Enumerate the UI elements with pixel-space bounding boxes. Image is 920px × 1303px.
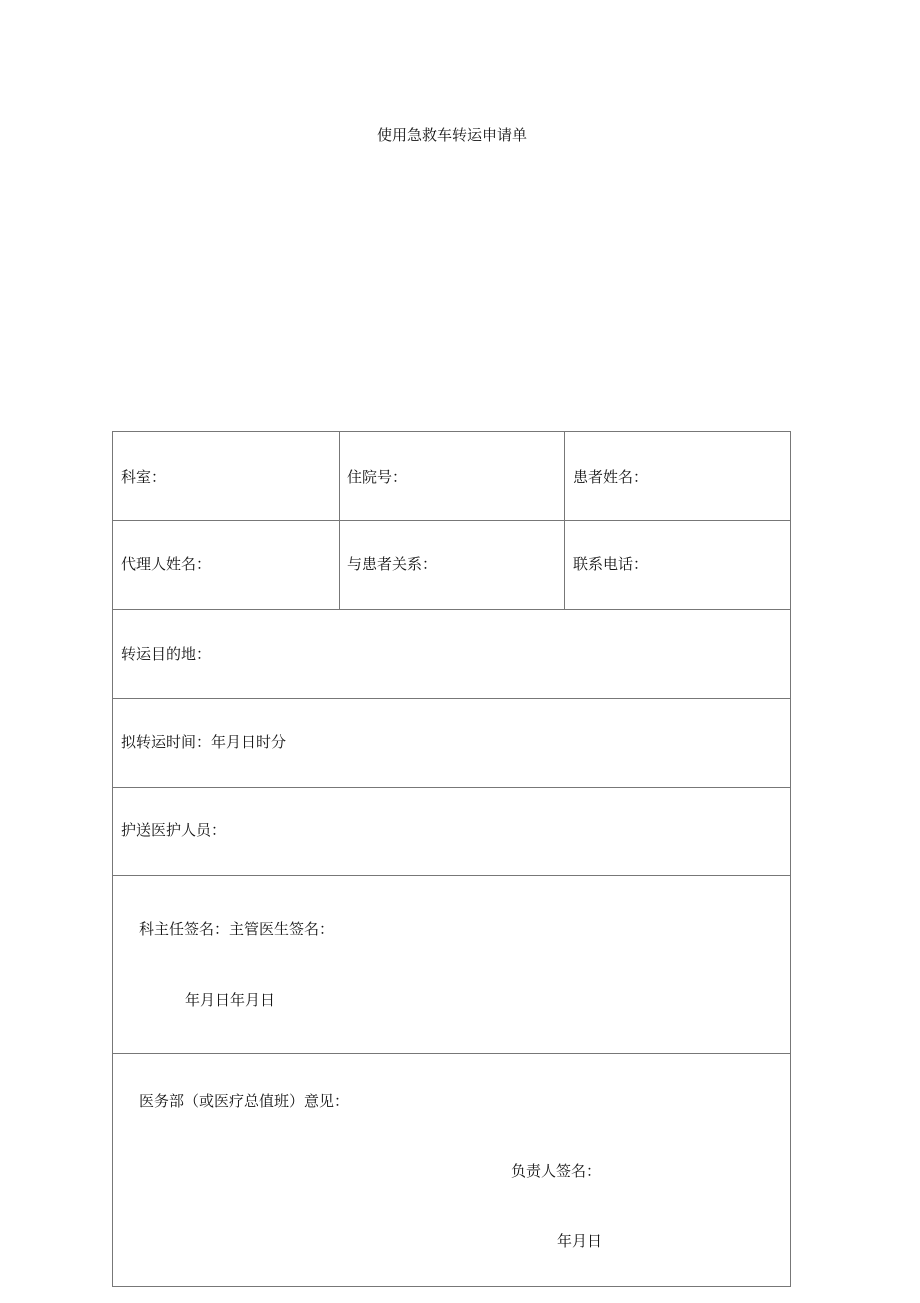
medical-dept-opinion-label: 医务部（或医疗总值班）意见：: [139, 1092, 350, 1110]
signature-row[interactable]: [113, 876, 790, 1054]
destination-row[interactable]: [113, 610, 790, 699]
agent-name-label: 代理人姓名：: [121, 555, 212, 573]
admission-number-label: 住院号：: [347, 468, 408, 486]
phone-cell[interactable]: [565, 521, 790, 609]
destination-label: 转运目的地：: [121, 645, 212, 663]
planned-time-label: 拟转运时间：年月日时分: [121, 733, 287, 751]
responsible-signature-label: 负责人签名：: [511, 1162, 602, 1180]
patient-name-cell[interactable]: [565, 432, 790, 520]
escort-staff-row[interactable]: [113, 788, 790, 876]
agent-name-cell[interactable]: [113, 521, 340, 609]
signature-dates-label: 年月日年月日: [185, 991, 276, 1009]
page-title: 使用急救车转运申请单: [376, 126, 527, 144]
responsible-date-label: 年月日: [557, 1232, 603, 1250]
relation-label: 与患者关系：: [347, 555, 438, 573]
application-form-table: [112, 431, 791, 1287]
department-label: 科室：: [121, 468, 167, 486]
medical-dept-opinion-row[interactable]: [113, 1054, 790, 1286]
relation-cell[interactable]: [340, 521, 565, 609]
planned-time-row[interactable]: [113, 699, 790, 788]
patient-name-label: 患者姓名：: [573, 468, 649, 486]
table-row: [113, 432, 790, 521]
director-doctor-signature-label: 科主任签名：主管医生签名：: [139, 920, 335, 938]
department-cell[interactable]: [113, 432, 340, 520]
admission-number-cell[interactable]: [340, 432, 565, 520]
table-row: [113, 521, 790, 610]
phone-label: 联系电话：: [573, 555, 649, 573]
escort-staff-label: 护送医护人员：: [121, 821, 227, 839]
